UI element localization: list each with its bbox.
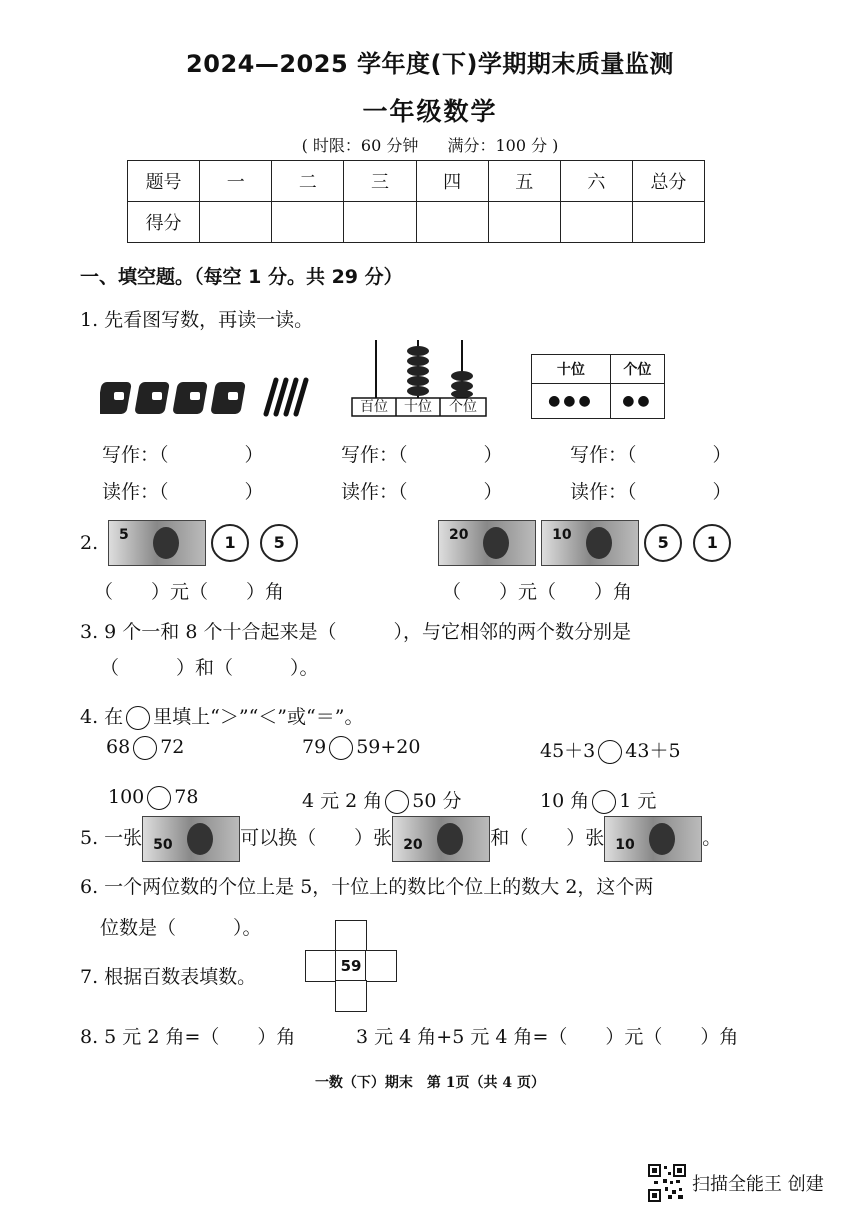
q8-part-b[interactable]: 3 元 4 角+5 元 4 角=（ ）元（ ）角 [356, 1026, 739, 1048]
bundle-icon [100, 370, 310, 420]
banknote-value: 50 [153, 837, 173, 853]
score-cell: 五 [488, 161, 560, 202]
compare-circle[interactable] [385, 790, 409, 814]
exam-title: 2024—2025 学年度(下)学期期末质量监测 [186, 50, 674, 78]
q4-item [302, 736, 420, 760]
score-cell: 三 [344, 161, 416, 202]
q5-text-b[interactable]: 可以换（ ）张 [240, 827, 393, 849]
q4-item [540, 786, 656, 814]
abacus-label-tens: 十位 [404, 399, 432, 415]
abacus-label-hundreds: 百位 [360, 399, 388, 415]
exam-info [0, 133, 860, 156]
qr-code-icon [648, 1164, 686, 1202]
q5-text-c[interactable]: 和（ ）张 [490, 827, 605, 849]
coin-icon: 1 [693, 524, 731, 562]
q4-item [540, 736, 681, 764]
score-cell: 题号 [128, 161, 200, 202]
q1-read-2[interactable]: 读作：（ ） [341, 481, 503, 503]
q6-line1: 6. 一个两位数的个位上是 5，十位上的数比个位上的数大 2，这个两 [80, 876, 654, 898]
q5-text-d: 。 [702, 827, 722, 849]
score-blank[interactable] [560, 202, 632, 243]
banknote-icon [541, 520, 639, 566]
q5-line [80, 816, 721, 862]
score-cell: 总分 [632, 161, 704, 202]
circle-icon [126, 706, 150, 730]
exam-subject: 一年级数学 [362, 97, 498, 126]
q6-line2[interactable]: 位数是（ ）。 [100, 917, 262, 939]
score-blank[interactable] [272, 202, 344, 243]
q4-right: 1 元 [619, 790, 657, 812]
q8-part-a[interactable]: 8. 5 元 2 角=（ ）角 [80, 1026, 296, 1048]
q4-left: 79 [302, 736, 327, 758]
scanner-watermark [648, 1164, 824, 1202]
bundles-and-sticks-picture [100, 370, 310, 420]
banknote-icon [604, 816, 702, 862]
q2-money-right [438, 520, 737, 566]
hundred-chart-blank-bottom[interactable] [335, 980, 367, 1012]
q4-left: 10 角 [540, 790, 590, 812]
score-table-score-row [128, 202, 705, 243]
q4-left: 100 [108, 786, 145, 808]
q4-right: 72 [160, 736, 185, 758]
scanner-text: 扫描全能王 创建 [692, 1174, 824, 1195]
score-blank[interactable] [488, 202, 560, 243]
score-blank[interactable] [200, 202, 272, 243]
q4-item [106, 736, 184, 760]
score-cell: 四 [416, 161, 488, 202]
page-footer: 一数（下）期末 第 1页（共 4 页） [314, 1075, 546, 1091]
q1-write-3[interactable]: 写作：（ ） [570, 444, 732, 466]
q2-number: 2. [80, 532, 99, 554]
abacus-labels [352, 398, 486, 416]
hundred-chart-cross [305, 920, 399, 1014]
q3-line1[interactable]: 3. 9 个一和 8 个十合起来是（ ），与它相邻的两个数分别是 [80, 621, 631, 643]
q1-text: 1. 先看图写数，再读一读。 [80, 309, 314, 331]
place-header-ones: 个位 [610, 355, 664, 384]
hundred-chart-blank-left[interactable] [305, 950, 337, 982]
banknote-icon [142, 816, 240, 862]
banknote-value: 5 [119, 527, 129, 543]
q4-right: 43＋5 [625, 740, 681, 762]
coin-icon: 5 [260, 524, 298, 562]
place-value-chart [531, 354, 665, 416]
full-score: 满分：100 分 ) [447, 136, 559, 155]
q4-left: 4 元 2 角 [302, 790, 383, 812]
score-table-header-row [128, 161, 705, 202]
q3-line2[interactable]: （ ）和（ ）。 [100, 657, 319, 679]
score-blank[interactable] [416, 202, 488, 243]
score-blank[interactable] [344, 202, 416, 243]
banknote-value: 10 [552, 527, 572, 543]
banknote-icon [438, 520, 536, 566]
coin-icon: 1 [211, 524, 249, 562]
compare-circle[interactable] [598, 740, 622, 764]
q1-write-2[interactable]: 写作：（ ） [341, 444, 503, 466]
q1-read-1[interactable]: 读作：（ ） [102, 481, 264, 503]
score-blank[interactable] [632, 202, 704, 243]
hundred-chart-blank-top[interactable] [335, 920, 367, 952]
q4-item [302, 786, 462, 814]
compare-circle[interactable] [592, 790, 616, 814]
q2-money-left [108, 520, 304, 566]
section-title: 一、填空题。（每空 1 分。共 29 分） [80, 266, 403, 288]
score-table [127, 160, 705, 243]
banknote-value: 20 [403, 837, 423, 853]
q4-right: 78 [174, 786, 199, 808]
banknote-value: 20 [449, 527, 469, 543]
q2-answer-left[interactable]: （ ）元（ ）角 [94, 581, 285, 603]
q4-right: 50 分 [412, 790, 462, 812]
score-cell: 得分 [128, 202, 200, 243]
compare-circle[interactable] [329, 736, 353, 760]
coin-icon: 5 [644, 524, 682, 562]
abacus-label-ones: 个位 [449, 399, 477, 415]
hundred-chart-center: 59 [335, 950, 367, 982]
q4-intro-a: 4. 在 [80, 706, 124, 728]
score-cell: 六 [560, 161, 632, 202]
q2-answer-right[interactable]: （ ）元（ ）角 [442, 581, 633, 603]
q1-read-3[interactable]: 读作：（ ） [570, 481, 732, 503]
hundred-chart-blank-right[interactable] [365, 950, 397, 982]
score-cell: 二 [272, 161, 344, 202]
q4-intro-b: 里填上“＞”“＜”或“＝”。 [153, 706, 364, 728]
q4-intro [80, 702, 363, 730]
abacus [350, 336, 490, 418]
place-value-table [531, 354, 665, 419]
q4-item [108, 786, 198, 810]
compare-circle[interactable] [147, 786, 171, 810]
place-dots-ones: ●● [610, 384, 664, 419]
score-cell: 一 [200, 161, 272, 202]
q4-left: 45＋3 [540, 740, 596, 762]
banknote-value: 10 [615, 837, 635, 853]
q5-text-a: 5. 一张 [80, 827, 143, 849]
time-limit: ( 时限：60 分钟 [301, 136, 419, 155]
banknote-icon [108, 520, 206, 566]
compare-circle[interactable] [133, 736, 157, 760]
q7-text: 7. 根据百数表填数。 [80, 966, 257, 988]
banknote-icon [392, 816, 490, 862]
place-header-tens: 十位 [532, 355, 611, 384]
q4-right: 59+20 [356, 736, 421, 758]
q1-write-1[interactable]: 写作：（ ） [102, 444, 264, 466]
place-dots-tens: ●●● [532, 384, 611, 419]
q4-left: 68 [106, 736, 131, 758]
